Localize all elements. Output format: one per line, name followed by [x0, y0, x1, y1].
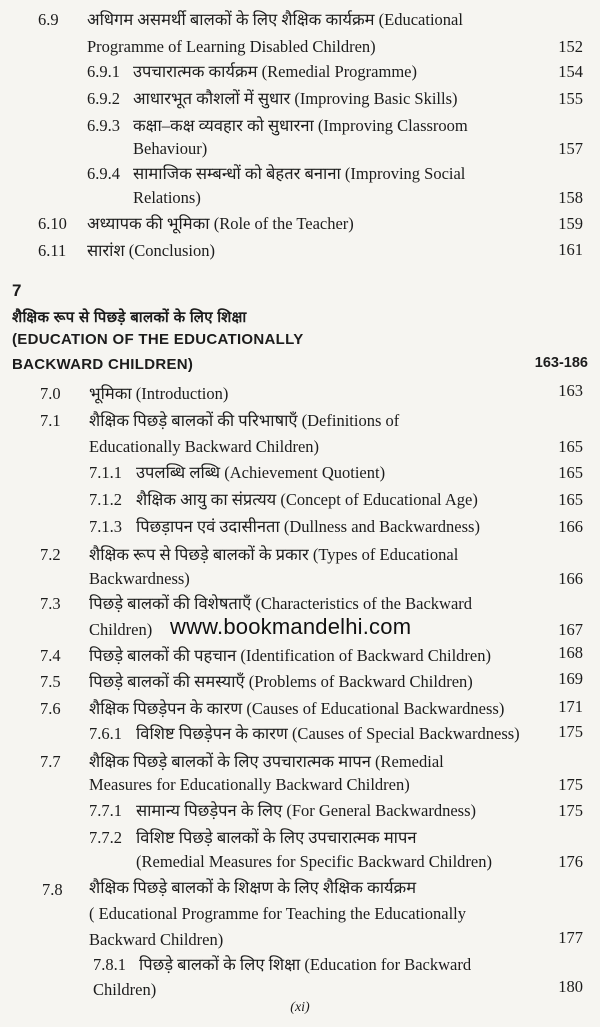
entry-title-line: शैक्षिक पिछड़े बालकों के लिए उपचारात्मक मापन (Remedial — [89, 752, 444, 771]
entry-title-line: Backwardness) — [89, 569, 190, 588]
chapter-title-english: BACKWARD CHILDREN) — [12, 356, 194, 373]
entry-title-line: अध्यापक की भूमिका (Role of the Teacher) — [87, 214, 354, 233]
entry-title-line: सामाजिक सम्बन्धों को बेहतर बनाना (Improving Social — [133, 164, 466, 183]
entry-number: 7.0 — [40, 384, 61, 403]
entry-number: 6.11 — [38, 241, 67, 260]
entry-title-line: (Remedial Measures for Specific Backward Children) — [136, 852, 492, 871]
entry-number: 7.1 — [40, 411, 61, 430]
entry-title-line: कक्षा–कक्ष व्यवहार को सुधारना (Improving Classroom — [133, 116, 468, 135]
entry-page: 166 — [558, 569, 583, 588]
entry-title-line: सामान्य पिछड़ेपन के लिए (For General Backwardness) — [136, 801, 477, 820]
entry-number: 7.7 — [40, 752, 61, 771]
entry-page: 155 — [558, 89, 583, 108]
entry-number: 7.2 — [40, 545, 61, 564]
entry-page: 152 — [558, 37, 583, 56]
chapter-number: 7 — [12, 281, 22, 300]
page-footer-number: (xi) — [290, 1000, 310, 1015]
entry-number: 7.1.1 — [89, 463, 122, 482]
entry-page: 168 — [558, 643, 583, 662]
chapter-title-english: (EDUCATION OF THE EDUCATIONALLY — [12, 331, 304, 348]
entry-number: 7.4 — [40, 646, 61, 665]
entry-page: 165 — [558, 463, 583, 482]
entry-number: 7.7.2 — [89, 828, 122, 847]
entry-page: 175 — [558, 775, 583, 794]
entry-title-line: पिछड़ापन एवं उदासीनता (Dullness and Backwardness) — [136, 517, 480, 536]
entry-page: 167 — [558, 620, 583, 639]
entry-title-line: अधिगम असमर्थी बालकों के लिए शैक्षिक कार्यक्रम (Educational — [87, 10, 463, 29]
entry-title-line: विशिष्ट पिछड़े बालकों के लिए उपचारात्मक मापन — [136, 828, 417, 847]
entry-title-line: Backward Children) — [89, 930, 224, 949]
entry-number: 6.9.3 — [87, 116, 120, 135]
entry-number: 6.9.2 — [87, 89, 120, 108]
entry-title-line: शैक्षिक आयु का संप्रत्यय (Concept of Educational Age) — [136, 490, 478, 509]
entry-title-line: Programme of Learning Disabled Children) — [87, 37, 376, 56]
entry-number: 6.9.1 — [87, 62, 120, 81]
entry-title-line: शैक्षिक रूप से पिछड़े बालकों के प्रकार (Types of Educational — [89, 545, 459, 564]
entry-title-line: भूमिका (Introduction) — [89, 384, 229, 403]
entry-page: 169 — [558, 669, 583, 688]
entry-page: 171 — [558, 697, 583, 716]
entry-number: 6.9.4 — [87, 164, 120, 183]
entry-number: 6.10 — [38, 214, 67, 233]
entry-page: 166 — [558, 517, 583, 536]
entry-title-line: पिछड़े बालकों की पहचान (Identification of Backward Children) — [89, 646, 491, 665]
entry-title-line: पिछड़े बालकों की विशेषताएँ (Characteristics of the Backward — [89, 594, 473, 613]
entry-title-line: उपचारात्मक कार्यक्रम (Remedial Programme) — [133, 62, 417, 81]
entry-page: 154 — [558, 62, 583, 81]
entry-page: 157 — [558, 139, 583, 158]
entry-title-line: Children) — [93, 980, 157, 999]
entry-number: 6.9 — [38, 10, 59, 29]
entry-title-line: शैक्षिक पिछड़े बालकों की परिभाषाएँ (Definitions of — [89, 411, 400, 430]
entry-title-line: शैक्षिक पिछड़े बालकों के शिक्षण के लिए शैक्षिक कार्यक्रम — [89, 878, 417, 897]
entry-title-line: आधारभूत कौशलों में सुधार (Improving Basic Skills) — [133, 89, 458, 108]
entry-number: 7.1.2 — [89, 490, 122, 509]
entry-number: 7.7.1 — [89, 801, 122, 820]
entry-number: 7.5 — [40, 672, 61, 691]
entry-title-line: पिछड़े बालकों के लिए शिक्षा (Education for Backward — [139, 955, 472, 974]
entry-page: 163 — [558, 381, 583, 400]
entry-page: 158 — [558, 188, 583, 207]
entry-number: 7.8 — [42, 880, 63, 899]
entry-page: 180 — [558, 977, 583, 996]
chapter-title-hindi: शैक्षिक रूप से पिछड़े बालकों के लिए शिक्षा — [12, 309, 247, 326]
entry-title-line: उपलब्धि लब्धि (Achievement Quotient) — [136, 463, 386, 482]
entry-page: 165 — [558, 437, 583, 456]
entry-title-line: ( Educational Programme for Teaching the Educationally — [89, 904, 466, 923]
entry-number: 7.6.1 — [89, 724, 122, 743]
entry-title-line: शैक्षिक पिछड़ेपन के कारण (Causes of Educational Backwardness) — [89, 699, 505, 718]
entry-number: 7.3 — [40, 594, 61, 613]
entry-page: 175 — [558, 801, 583, 820]
entry-title-line: Educationally Backward Children) — [89, 437, 320, 456]
entry-title-line: Behaviour) — [133, 139, 208, 158]
chapter-page-range: 163-186 — [534, 355, 588, 371]
entry-title-line: Children) — [89, 620, 153, 639]
entry-page: 175 — [558, 722, 583, 741]
entry-number: 7.6 — [40, 699, 61, 718]
entry-page: 177 — [558, 928, 583, 947]
entry-page: 159 — [558, 214, 583, 233]
entry-number: 7.8.1 — [93, 955, 126, 974]
entry-title-line: Relations) — [133, 188, 201, 207]
entry-page: 161 — [558, 240, 583, 259]
watermark-url: www.bookmandelhi.com — [170, 614, 412, 639]
entry-title-line: Measures for Educationally Backward Children) — [89, 775, 410, 794]
entry-title-line: पिछड़े बालकों की समस्याएँ (Problems of Backward Children) — [89, 672, 473, 691]
entry-page: 165 — [558, 490, 583, 509]
entry-page: 176 — [558, 852, 583, 871]
entry-title-line: विशिष्ट पिछड़ेपन के कारण (Causes of Special Backwardness) — [136, 724, 520, 743]
entry-number: 7.1.3 — [89, 517, 122, 536]
entry-title-line: सारांश (Conclusion) — [87, 241, 215, 260]
